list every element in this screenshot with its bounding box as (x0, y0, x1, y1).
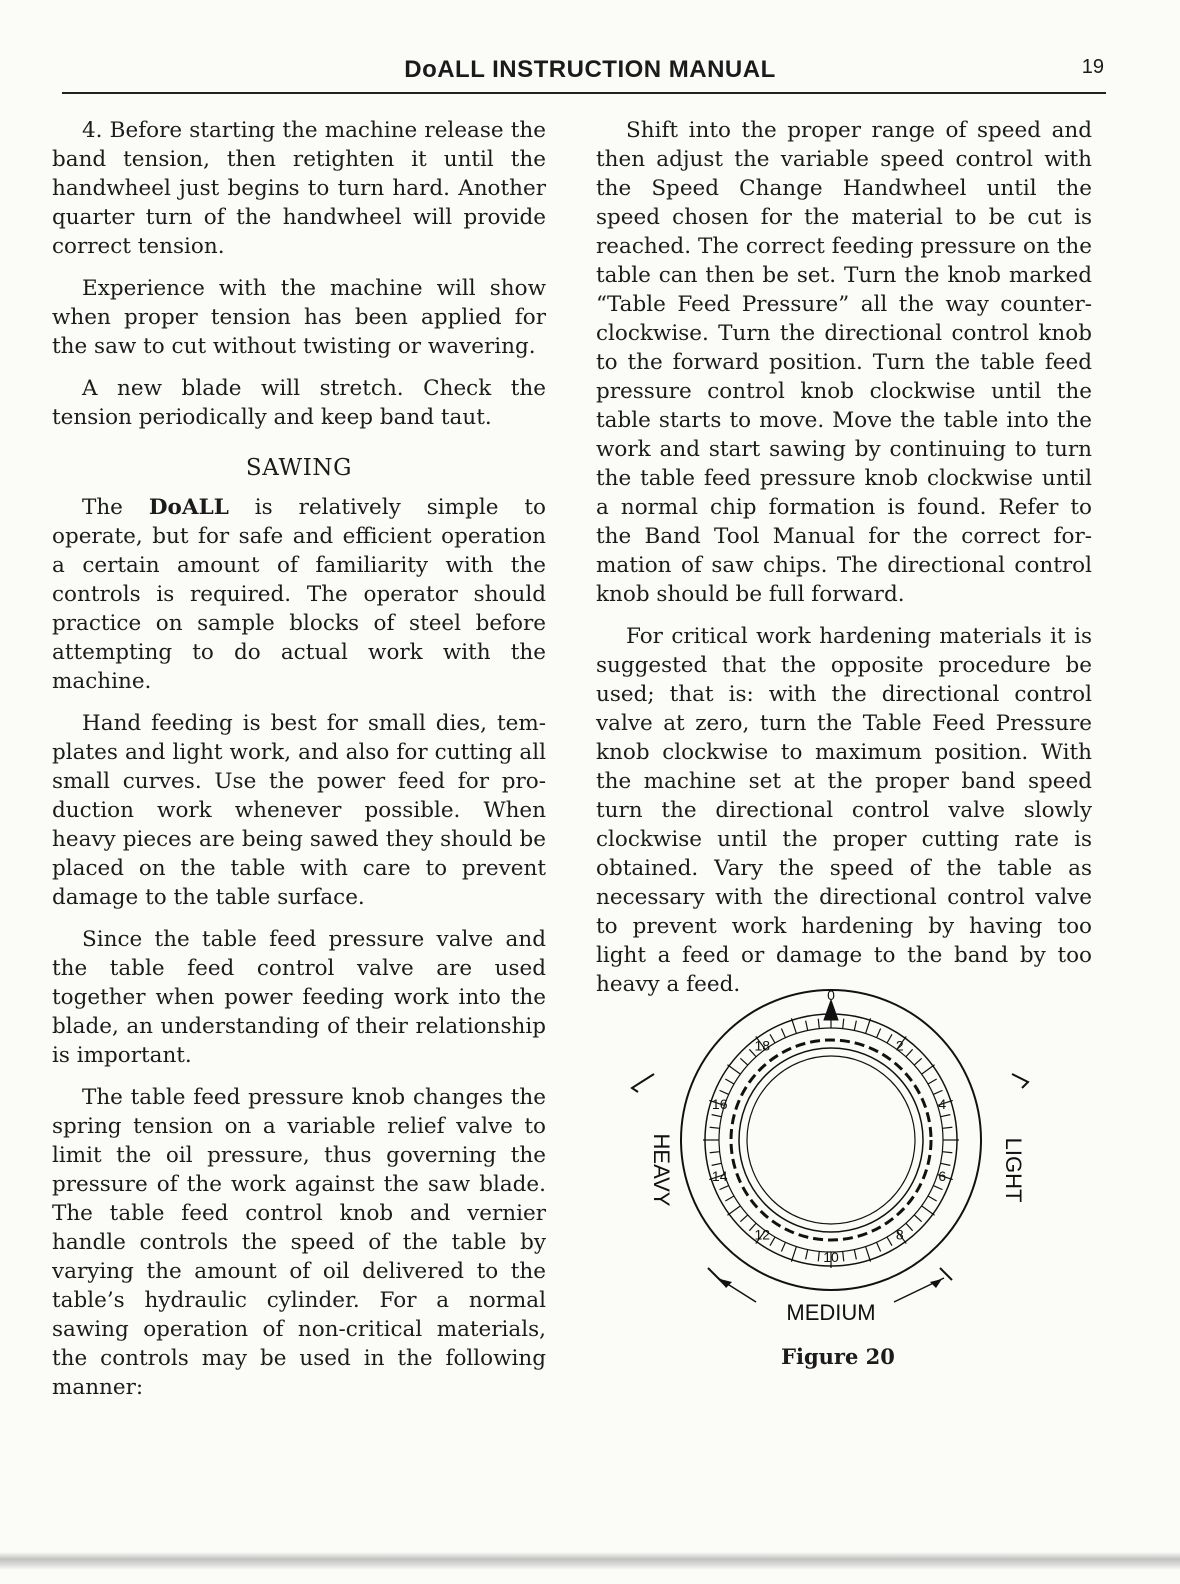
figure-caption: Figure 20 (781, 1344, 895, 1369)
dial-tick (781, 1242, 785, 1251)
left-column (52, 116, 546, 1415)
zone-labels (649, 1134, 1026, 1325)
dial-number: 4 (938, 1095, 947, 1112)
intro-text: is relatively simple to operate, but for safe and efficient operation a certain amount of familiarity with the controls is required. The operator should practice on sample blocks of steel before attempting to do actual work with the machine. (52, 495, 546, 694)
dial-tick (928, 1196, 937, 1201)
dial-tick (791, 1018, 796, 1033)
dial-number: 8 (895, 1226, 904, 1243)
page-header-title: DoALL INSTRUCTION MANUAL (404, 56, 776, 83)
dial-knob-outer (739, 1048, 923, 1232)
dial-tick (941, 1115, 951, 1117)
dial-tick (922, 1065, 935, 1074)
scan-artifact-streak (0, 1552, 1180, 1570)
dial-diagram (628, 980, 1048, 1340)
dial-tick (922, 1206, 935, 1215)
dial-tick (854, 1021, 856, 1031)
dial-tick (941, 1163, 951, 1165)
dial-tick (781, 1029, 785, 1038)
dial-outer-ring (681, 990, 981, 1290)
dial-tick (866, 1018, 871, 1033)
dial-tick (877, 1029, 881, 1038)
dial-tick (843, 1019, 844, 1029)
dial-numbers (712, 987, 946, 1265)
dial-tick (720, 1090, 729, 1094)
zone-label-light: LIGHT (1001, 1137, 1026, 1203)
right-column (596, 116, 1092, 1012)
dial-tick (720, 1186, 729, 1190)
zone-label-medium: MEDIUM (786, 1300, 876, 1325)
dial-tick (710, 1127, 720, 1128)
dial-tick (712, 1163, 722, 1165)
paragraph-pressure-knob: The table feed pressure knob changes the spring tension on a variable relief valve to limit the oil pressure, thus governing the pressure of the work against the saw blade. The table feed control knob and vernier handle controls the speed of the table by varying the amount of oil delivered to the table’s hydraulic cylinder. For a normal sawing operation of non-critical materials, the controls may be used in the following manner: (52, 1085, 546, 1400)
paragraph-critical-work: For critical work hardening materials it is suggested that the opposite procedure be used; that is: with the directional control valve at zero, turn the Table Feed Pressure knob clockwise to maximum position. With the machine set at the proper band speed turn the directional control valve slowly clockwise until the proper cutting rate is obtained. Vary the speed of the table as necessary with the directional control valve to prevent work hardening by having too light a feed or damage to the band by too heavy a feed. (596, 624, 1092, 997)
dial-number: 16 (711, 1095, 728, 1112)
dial-tick (806, 1021, 808, 1031)
paragraph-band-tension: 4. Before starting the machine release the band tension, then retighten it until the handwheel just begins to turn hard. Another quarter turn of the handwheel will provide correct tension. (52, 118, 546, 259)
dial-tick (854, 1250, 856, 1260)
light-bracket-top (1012, 1074, 1028, 1088)
dial-tick (740, 1215, 747, 1222)
paragraph-valves: Since the table feed pressure valve and the table feed control valve are used together when power feeding work into the blade, an understanding of their relationship is important. (52, 927, 546, 1068)
dial-tick (933, 1186, 942, 1190)
dial-tick (725, 1079, 734, 1084)
dial-number: 18 (754, 1037, 771, 1054)
dial-tick (906, 1223, 913, 1230)
dial-tick (877, 1242, 881, 1251)
dial-number: 0 (827, 987, 835, 1003)
heavy-bracket-top (632, 1074, 654, 1092)
dial-tick (818, 1019, 819, 1029)
dial-dashed-ring (731, 1040, 931, 1240)
dial-tick (770, 1034, 775, 1043)
brand-name: DoALL (148, 495, 229, 520)
section-heading-sawing: SAWING (245, 455, 353, 481)
dial-tick (933, 1090, 942, 1094)
dial-scale-inner (719, 1028, 943, 1252)
paragraph-doall-intro (52, 493, 546, 696)
dial-tick (928, 1079, 937, 1084)
dial-tick (887, 1237, 892, 1246)
dial-tick (727, 1065, 740, 1074)
dial-tick (887, 1034, 892, 1043)
dial-tick (740, 1058, 747, 1065)
dial-tick (818, 1251, 819, 1261)
dial-tick (914, 1215, 921, 1222)
dial-tick (906, 1049, 913, 1056)
paragraph-new-blade: A new blade will stretch. Check the tension periodically and keep band taut. (52, 376, 546, 430)
dial-tick (791, 1247, 796, 1262)
page-number: 19 (1081, 56, 1104, 78)
dial-scale-outer (705, 1014, 957, 1266)
dial-tick (725, 1196, 734, 1201)
dial-tick (710, 1152, 720, 1153)
paragraph-experience: Experience with the machine will show when proper tension has been applied for the saw to cut without twisting or wavering. (52, 276, 546, 359)
dial-tick (866, 1247, 871, 1262)
paragraph-speed-range: Shift into the proper range of speed and then adjust the variable speed control with the Speed Change Handwheel until the speed chosen for the material to be cut is reached. The correct feeding pressure on the table can then be set. Turn the knob marked “Table Feed Pressure” all the way counterclockwise. Turn the directional control knob to the forward position. Turn the table feed pressure control knob clockwise until the table starts to move. Move the table into the work and start sawing by continuing to turn the table feed pressure knob clockwise until a normal chip formation is found. Refer to the Band Tool Manual for the correct formation of saw chips. The directional control knob should be full forward. (596, 118, 1092, 607)
dial-tick (727, 1206, 740, 1215)
dial-number: 6 (938, 1168, 947, 1185)
dial-number: 10 (823, 1249, 839, 1265)
lead-word: The (82, 495, 123, 520)
dial-tick (770, 1237, 775, 1246)
dial-tick (942, 1127, 952, 1128)
paragraph-hand-feeding: Hand feeding is best for small dies, templates and light work, and also for cutting all small curves. Use the power feed for production work whenever possible. When heavy pieces are being sawed they should be placed on the table with care to prevent damage to the table surface. (52, 711, 546, 910)
header-rule (62, 92, 1106, 94)
medium-tick-right (940, 1268, 952, 1280)
dial-number: 14 (711, 1168, 728, 1185)
dial-tick (806, 1250, 808, 1260)
medium-arrowhead-right (930, 1279, 942, 1288)
dial-tick (942, 1152, 952, 1153)
dial-tick (712, 1115, 722, 1117)
figure-dial (628, 980, 1048, 1380)
dial-knob-inner (747, 1056, 915, 1224)
zone-label-heavy: HEAVY (649, 1133, 674, 1207)
medium-arrowhead-left (720, 1279, 732, 1288)
dial-number: 12 (754, 1226, 771, 1243)
dial-tick (843, 1251, 844, 1261)
dial-tick (914, 1058, 921, 1065)
dial-number: 2 (895, 1037, 904, 1054)
